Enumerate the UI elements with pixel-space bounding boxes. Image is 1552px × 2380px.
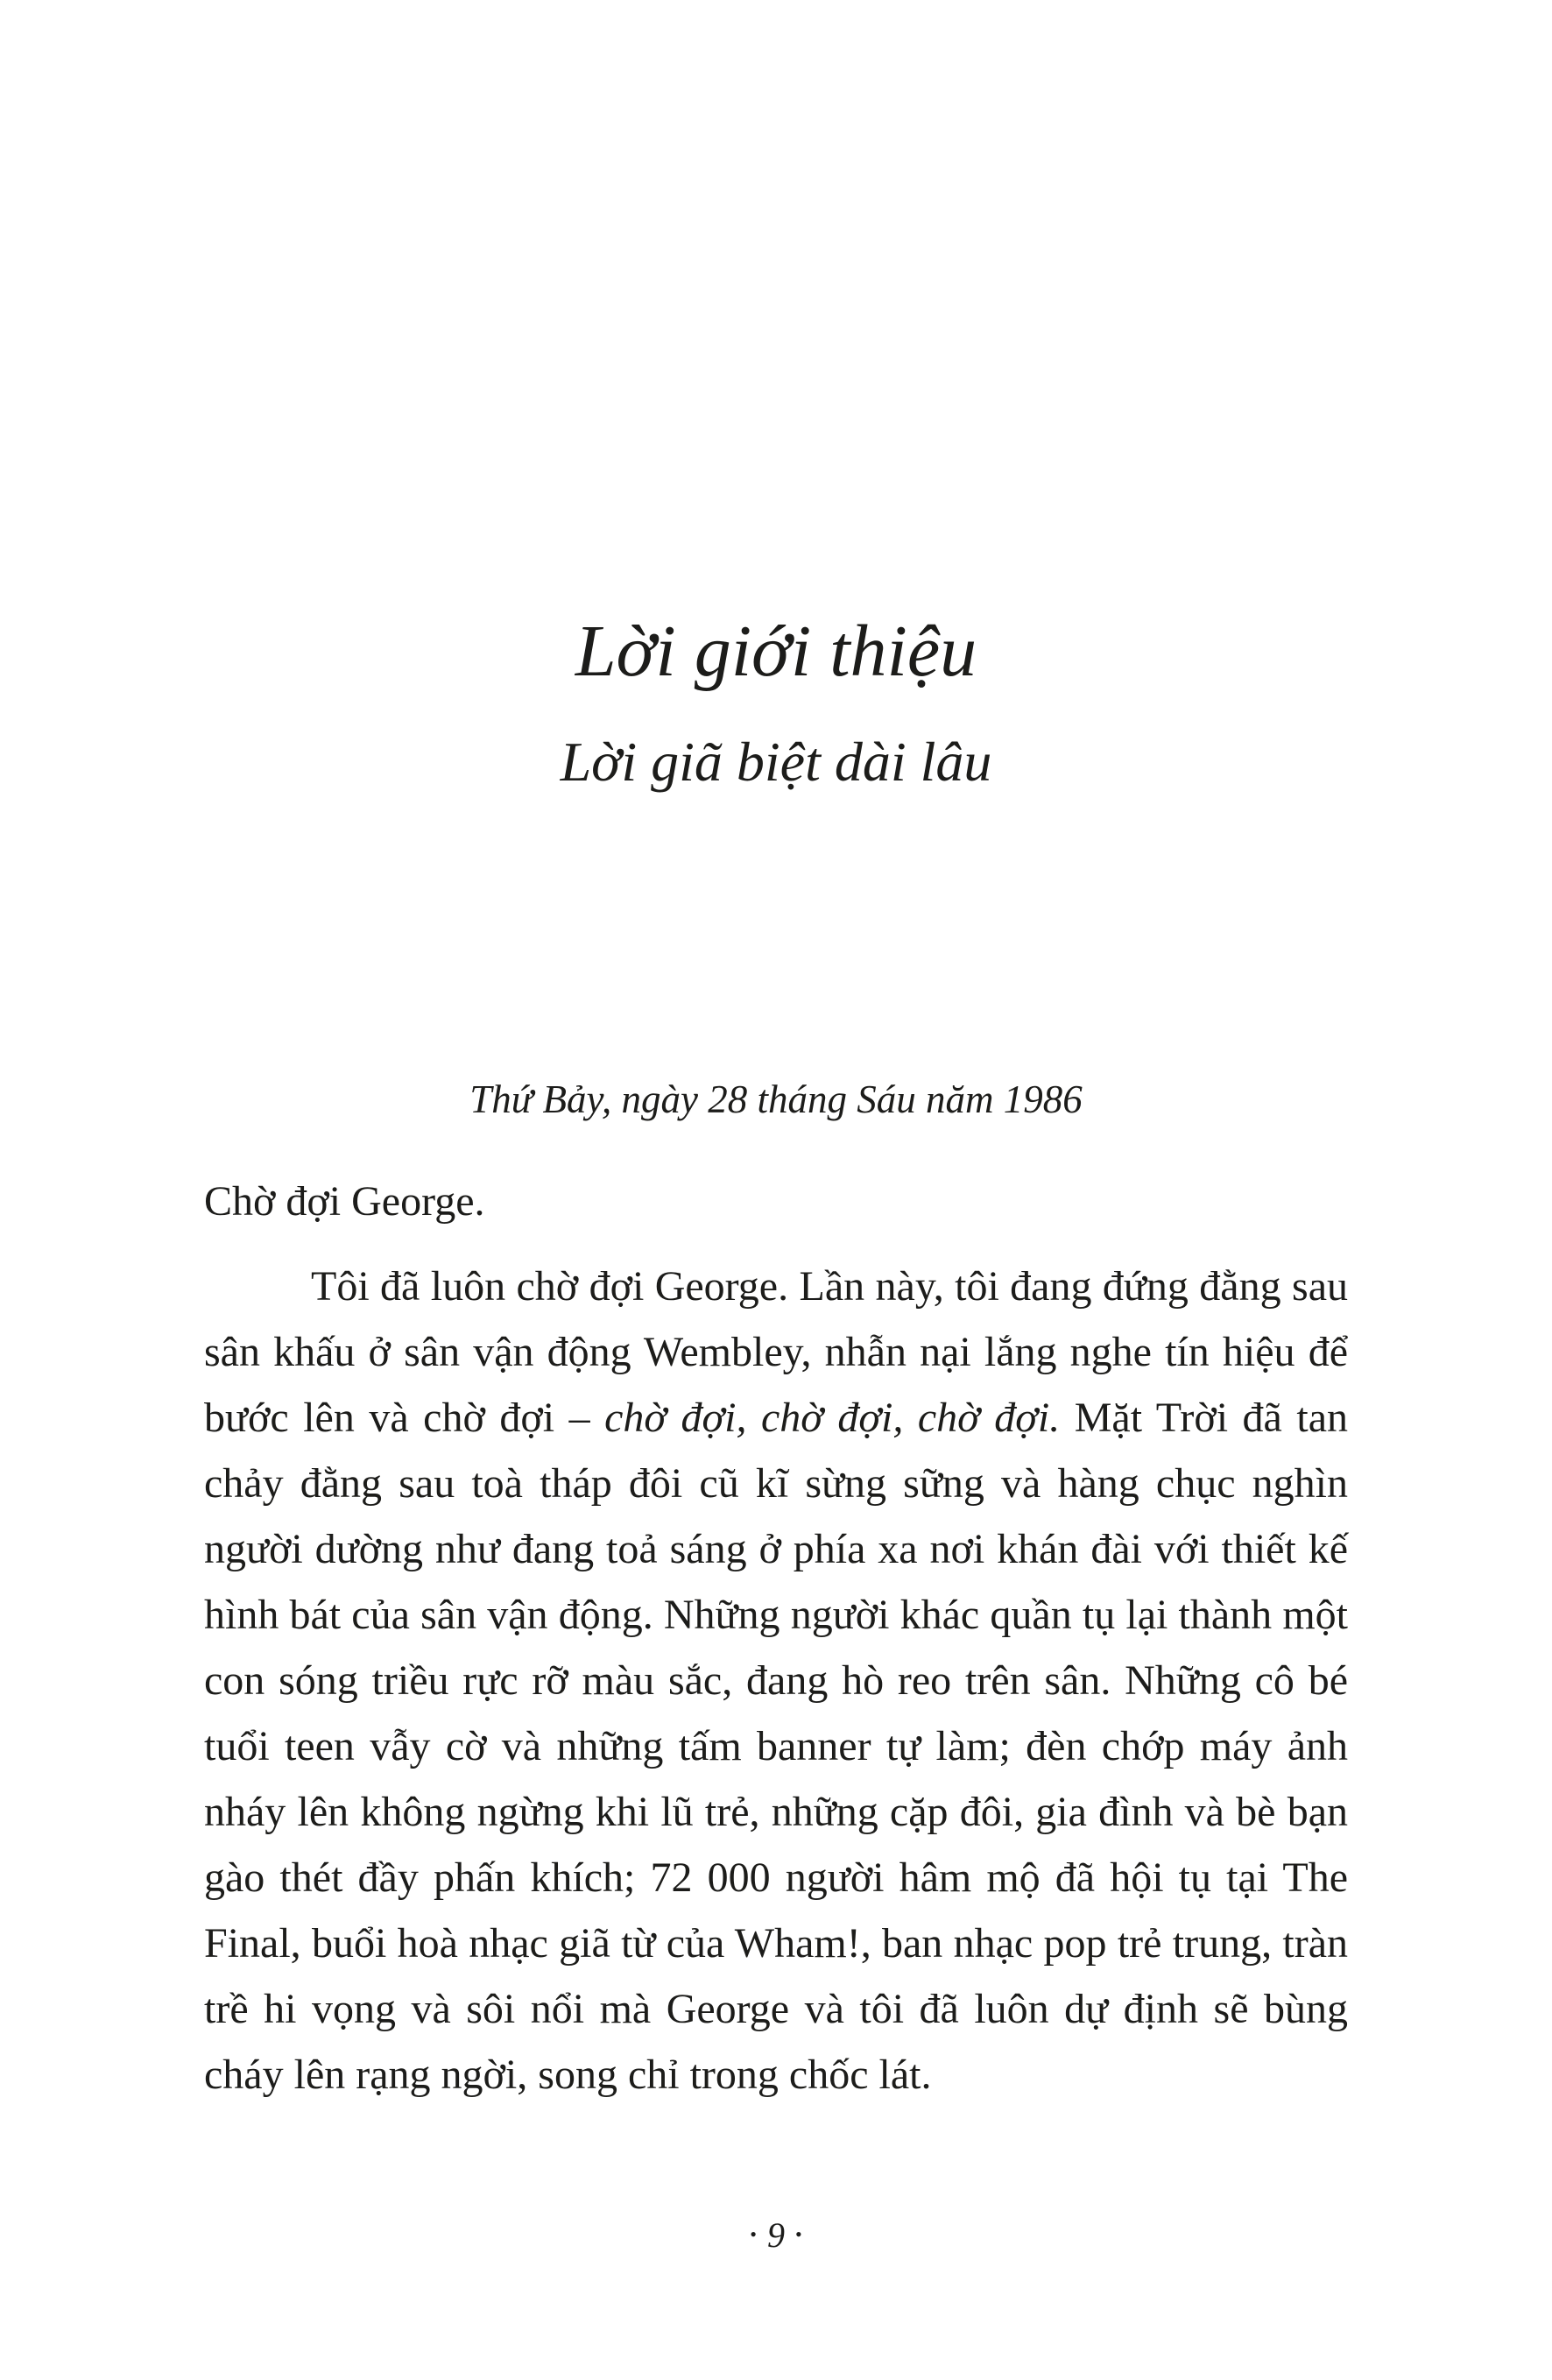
body-paragraph [204, 1254, 1348, 2108]
chapter-title: Lời giới thiệu [575, 611, 977, 692]
page-number [0, 2215, 1552, 2255]
folio-number: 9 [767, 2215, 785, 2255]
body-text-part1: Tôi đã luôn chờ đợi George. Lần này, tôi đang đứng đằng sau sân khấu ở sân vận động Wembley, nhẫn nại lắng nghe tín hiệu để bước lên và chờ đợi – [204, 1263, 1348, 1441]
opening-line: Chờ đợi George. [204, 1178, 485, 1225]
body-text-part2: Mặt Trời đã tan chảy đằng sau toà tháp đôi cũ kĩ sừng sững và hàng chục nghìn người dường như đang toả sáng ở phía xa nơi khán đài với thiết kế hình bát của sân vận động. Những người khác quần tụ lại thành một con sóng triều rực rỡ màu sắc, đang hò reo trên sân. Những cô bé tuổi teen vẫy cờ và những tấm banner tự làm; đèn chớp máy ảnh nháy lên không ngừng khi lũ trẻ, những cặp đôi, gia đình và bè bạn gào thét đầy phấn khích; 72 000 người hâm mộ đã hội tụ tại The Final, buổi hoà nhạc giã từ của Wham!, ban nhạc pop trẻ trung, tràn trề hi vọng và sôi nổi mà George và tôi đã luôn dự định sẽ bùng cháy lên rạng ngời, song chỉ trong chốc lát. [204, 1395, 1349, 2098]
folio-dot-right: • [795, 2223, 802, 2245]
body-text-italic: chờ đợi, chờ đợi, chờ đợi. [604, 1395, 1061, 1441]
folio-dot-left: • [750, 2223, 757, 2245]
dateline: Thứ Bảy, ngày 28 tháng Sáu năm 1986 [469, 1077, 1083, 1121]
chapter-subtitle: Lời giã biệt dài lâu [560, 731, 992, 793]
